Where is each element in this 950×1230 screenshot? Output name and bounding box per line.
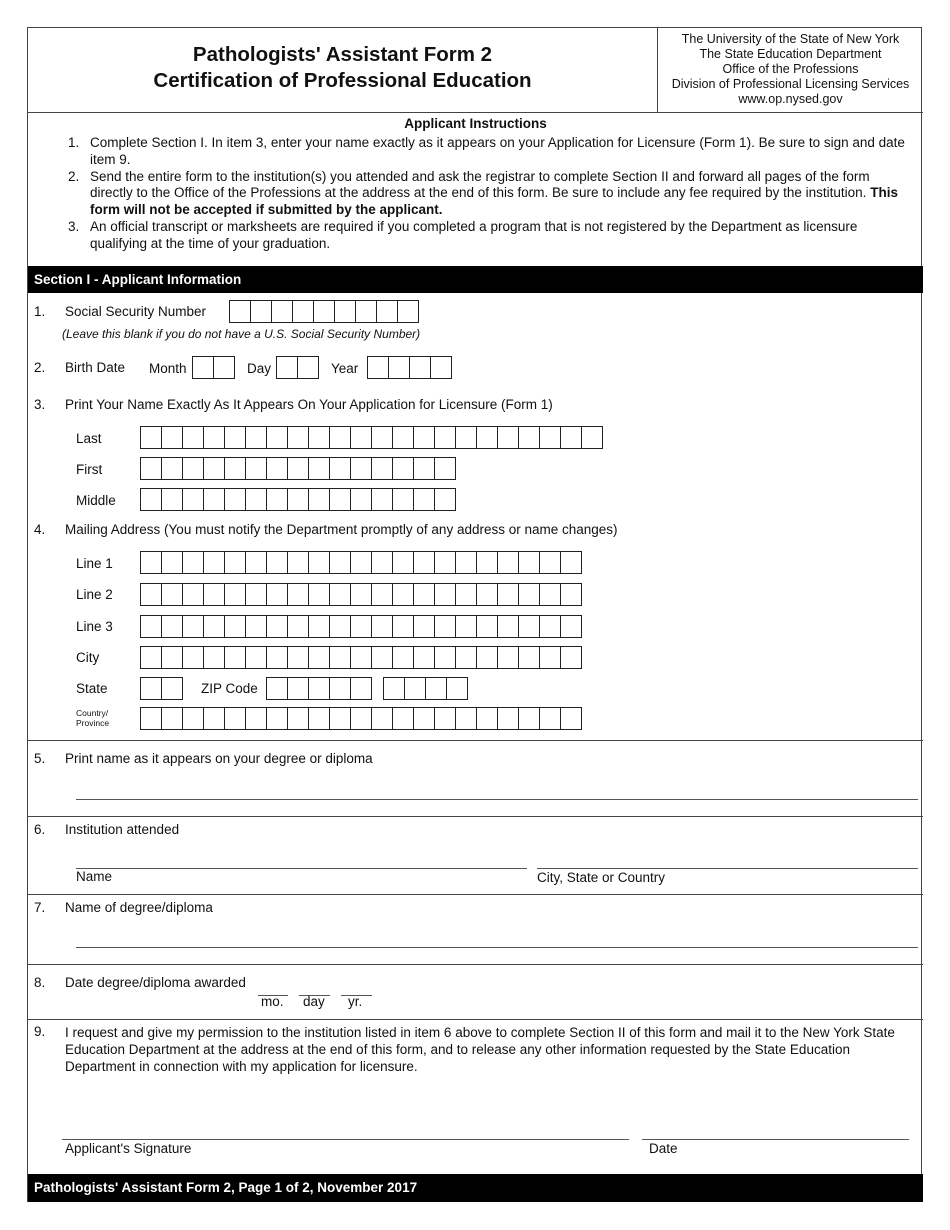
char-box[interactable] xyxy=(372,615,393,638)
char-box[interactable] xyxy=(183,457,204,480)
char-box[interactable] xyxy=(309,615,330,638)
char-box[interactable] xyxy=(288,488,309,511)
char-box[interactable] xyxy=(414,457,435,480)
institution-name-caption: Name xyxy=(76,869,113,884)
institution-city-line[interactable] xyxy=(537,868,918,869)
country-label: Country/ Province xyxy=(76,708,110,728)
char-box[interactable] xyxy=(393,583,414,606)
char-box[interactable] xyxy=(225,488,246,511)
char-box[interactable] xyxy=(540,426,561,449)
char-box[interactable] xyxy=(351,551,372,574)
char-box[interactable] xyxy=(356,300,377,323)
address-line1-label: Line 1 xyxy=(76,556,113,571)
char-box[interactable] xyxy=(435,646,456,669)
ssn-note: (Leave this blank if you do not have a U.S. Social Security Number) xyxy=(62,327,421,341)
agency-line: Office of the Professions xyxy=(722,62,859,76)
char-box[interactable] xyxy=(477,551,498,574)
char-box[interactable] xyxy=(414,615,435,638)
char-box[interactable] xyxy=(309,677,330,700)
char-box[interactable] xyxy=(251,300,272,323)
char-box[interactable] xyxy=(225,646,246,669)
char-box[interactable] xyxy=(267,551,288,574)
char-box[interactable] xyxy=(372,646,393,669)
name-instruction: Print Your Name Exactly As It Appears On Your Application for Licensure (Form 1) xyxy=(65,397,553,412)
char-box[interactable] xyxy=(372,457,393,480)
char-box[interactable] xyxy=(193,356,214,379)
char-box[interactable] xyxy=(393,551,414,574)
char-box[interactable] xyxy=(561,707,582,730)
item-number: 2. xyxy=(34,360,46,375)
char-box[interactable] xyxy=(519,551,540,574)
char-box[interactable] xyxy=(435,426,456,449)
middle-name-boxes[interactable] xyxy=(140,488,456,511)
diploma-name-line[interactable] xyxy=(76,799,918,800)
agency-line: The State Education Department xyxy=(699,47,882,61)
char-box[interactable] xyxy=(204,551,225,574)
char-box[interactable] xyxy=(183,707,204,730)
char-box[interactable] xyxy=(267,677,288,700)
char-box[interactable] xyxy=(225,615,246,638)
char-box[interactable] xyxy=(456,646,477,669)
day-boxes[interactable] xyxy=(276,356,319,379)
char-box[interactable] xyxy=(372,488,393,511)
char-box[interactable] xyxy=(393,426,414,449)
char-box[interactable] xyxy=(540,615,561,638)
divider xyxy=(28,112,923,113)
char-box[interactable] xyxy=(582,426,603,449)
char-box[interactable] xyxy=(561,646,582,669)
institution-name-line[interactable] xyxy=(76,868,527,869)
char-box[interactable] xyxy=(141,677,162,700)
char-box[interactable] xyxy=(141,488,162,511)
char-box[interactable] xyxy=(414,426,435,449)
char-box[interactable] xyxy=(519,426,540,449)
char-box[interactable] xyxy=(393,707,414,730)
char-box[interactable] xyxy=(246,646,267,669)
date-line[interactable] xyxy=(642,1139,909,1140)
year-boxes[interactable] xyxy=(367,356,452,379)
char-box[interactable] xyxy=(351,583,372,606)
degree-name-label: Name of degree/diploma xyxy=(65,900,213,915)
char-box[interactable] xyxy=(204,457,225,480)
char-box[interactable] xyxy=(351,646,372,669)
char-box[interactable] xyxy=(393,488,414,511)
divider xyxy=(28,964,923,965)
date-caption: Date xyxy=(649,1141,678,1156)
char-box[interactable] xyxy=(246,488,267,511)
char-box[interactable] xyxy=(330,488,351,511)
char-box[interactable] xyxy=(435,615,456,638)
char-box[interactable] xyxy=(435,457,456,480)
char-box[interactable] xyxy=(214,356,235,379)
char-box[interactable] xyxy=(435,583,456,606)
zip-boxes[interactable] xyxy=(266,677,372,700)
char-box[interactable] xyxy=(183,488,204,511)
char-box[interactable] xyxy=(330,583,351,606)
char-box[interactable] xyxy=(519,615,540,638)
char-box[interactable] xyxy=(351,615,372,638)
char-box[interactable] xyxy=(498,583,519,606)
char-box[interactable] xyxy=(414,707,435,730)
section-header: Section I - Applicant Information xyxy=(28,266,923,293)
char-box[interactable] xyxy=(141,707,162,730)
char-box[interactable] xyxy=(309,426,330,449)
char-box[interactable] xyxy=(330,677,351,700)
page-footer: Pathologists' Assistant Form 2, Page 1 of 2, November 2017 xyxy=(28,1174,923,1202)
form-title-block xyxy=(28,28,658,112)
char-box[interactable] xyxy=(141,646,162,669)
char-box[interactable] xyxy=(141,615,162,638)
item-number: 9. xyxy=(34,1024,46,1039)
first-name-label: First xyxy=(76,462,103,477)
char-box[interactable] xyxy=(183,426,204,449)
ssn-label: Social Security Number xyxy=(65,304,207,319)
char-box[interactable] xyxy=(267,457,288,480)
char-box[interactable] xyxy=(288,615,309,638)
state-boxes[interactable] xyxy=(140,677,183,700)
char-box[interactable] xyxy=(393,646,414,669)
char-box[interactable] xyxy=(414,551,435,574)
char-box[interactable] xyxy=(456,426,477,449)
country-boxes[interactable] xyxy=(140,707,582,730)
institution-label: Institution attended xyxy=(65,822,180,837)
char-box[interactable] xyxy=(477,646,498,669)
item-number: 1. xyxy=(34,304,46,319)
char-box[interactable] xyxy=(498,426,519,449)
year-label: Year xyxy=(331,361,359,376)
zip-label: ZIP Code xyxy=(201,681,258,696)
instruction-item: 2. Send the entire form to the institution(s) you attended and ask the registrar to complete Section II and forward all pages of the form directly to the Office of the Professions at the address at the end of this form. Be sure to include any fee required by the institution. This form will not be accepted if submitted by the applicant. xyxy=(68,168,898,218)
char-box[interactable] xyxy=(225,583,246,606)
char-box[interactable] xyxy=(477,583,498,606)
char-box[interactable] xyxy=(204,707,225,730)
month-boxes[interactable] xyxy=(192,356,235,379)
char-box[interactable] xyxy=(230,300,251,323)
char-box[interactable] xyxy=(540,646,561,669)
state-label: State xyxy=(76,681,108,696)
char-box[interactable] xyxy=(183,551,204,574)
char-box[interactable] xyxy=(540,583,561,606)
char-box[interactable] xyxy=(426,677,447,700)
char-box[interactable] xyxy=(393,615,414,638)
char-box[interactable] xyxy=(162,426,183,449)
mailing-address-label: Mailing Address (You must notify the Department promptly of any address or name changes) xyxy=(65,522,618,537)
char-box[interactable] xyxy=(309,583,330,606)
char-box[interactable] xyxy=(162,551,183,574)
char-box[interactable] xyxy=(267,646,288,669)
month-label: Month xyxy=(149,361,187,376)
char-box[interactable] xyxy=(330,707,351,730)
item-number: 7. xyxy=(34,900,46,915)
char-box[interactable] xyxy=(431,356,452,379)
char-box[interactable] xyxy=(456,551,477,574)
char-box[interactable] xyxy=(162,583,183,606)
char-box[interactable] xyxy=(225,457,246,480)
item-number: 4. xyxy=(34,522,46,537)
char-box[interactable] xyxy=(519,583,540,606)
char-box[interactable] xyxy=(204,646,225,669)
degree-name-line[interactable] xyxy=(76,947,918,948)
ssn-boxes[interactable] xyxy=(229,300,419,323)
char-box[interactable] xyxy=(141,583,162,606)
item-number: 5. xyxy=(34,751,46,766)
char-box[interactable] xyxy=(183,583,204,606)
char-box[interactable] xyxy=(162,457,183,480)
item-number: 6. xyxy=(34,822,46,837)
divider xyxy=(28,816,923,817)
char-box[interactable] xyxy=(351,488,372,511)
day-label: Day xyxy=(247,361,272,376)
char-box[interactable] xyxy=(477,615,498,638)
char-box[interactable] xyxy=(288,457,309,480)
char-box[interactable] xyxy=(414,646,435,669)
char-box[interactable] xyxy=(477,426,498,449)
char-box[interactable] xyxy=(309,457,330,480)
instruction-item: 1. Complete Section I. In item 3, enter your name exactly as it appears on your Application for Licensure (Form 1). Be sure to sign and date item 9. xyxy=(68,135,905,167)
char-box[interactable] xyxy=(225,426,246,449)
char-box[interactable] xyxy=(351,677,372,700)
char-box[interactable] xyxy=(225,707,246,730)
char-box[interactable] xyxy=(368,356,389,379)
char-box[interactable] xyxy=(309,707,330,730)
char-box[interactable] xyxy=(277,356,298,379)
day-caption: day xyxy=(303,994,325,1009)
char-box[interactable] xyxy=(372,551,393,574)
form-subtitle: Certification of Professional Education xyxy=(153,69,532,92)
char-box[interactable] xyxy=(246,551,267,574)
char-box[interactable] xyxy=(377,300,398,323)
char-box[interactable] xyxy=(384,677,405,700)
char-box[interactable] xyxy=(246,707,267,730)
char-box[interactable] xyxy=(204,583,225,606)
char-box[interactable] xyxy=(309,646,330,669)
char-box[interactable] xyxy=(309,551,330,574)
char-box[interactable] xyxy=(288,426,309,449)
char-box[interactable] xyxy=(435,488,456,511)
char-box[interactable] xyxy=(405,677,426,700)
diploma-name-label: Print name as it appears on your degree or diploma xyxy=(65,751,373,766)
char-box[interactable] xyxy=(372,583,393,606)
char-box[interactable] xyxy=(246,426,267,449)
char-box[interactable] xyxy=(246,615,267,638)
zip4-boxes[interactable] xyxy=(383,677,468,700)
char-box[interactable] xyxy=(288,646,309,669)
divider xyxy=(28,894,923,895)
agency-line: Division of Professional Licensing Services xyxy=(671,77,910,91)
char-box[interactable] xyxy=(351,426,372,449)
instruction-item: 3. An official transcript or marksheets are required if you completed a program that is not registered by the Department as licensure qualifying at the time of your graduation. xyxy=(68,218,858,251)
year-caption: yr. xyxy=(348,994,363,1009)
address-line3-label: Line 3 xyxy=(76,619,113,634)
char-box[interactable] xyxy=(498,707,519,730)
char-box[interactable] xyxy=(267,488,288,511)
city-label: City xyxy=(76,650,100,665)
char-box[interactable] xyxy=(225,551,246,574)
char-box[interactable] xyxy=(246,457,267,480)
char-box[interactable] xyxy=(272,300,293,323)
char-box[interactable] xyxy=(267,426,288,449)
char-box[interactable] xyxy=(162,677,183,700)
address-line2-label: Line 2 xyxy=(76,587,113,602)
char-box[interactable] xyxy=(498,646,519,669)
char-box[interactable] xyxy=(141,426,162,449)
authorization-text: I request and give my permission to the institution listed in item 6 above to complete Section II of this form and mail it to the New York State Education Department at the address at the end of this form, and to release any other information requested by the State Education Department in connection with my application for licensure. xyxy=(65,1025,895,1074)
char-box[interactable] xyxy=(456,707,477,730)
char-box[interactable] xyxy=(372,707,393,730)
form-title: Pathologists' Assistant Form 2 xyxy=(192,43,493,66)
divider xyxy=(28,1019,923,1020)
char-box[interactable] xyxy=(162,488,183,511)
char-box[interactable] xyxy=(456,615,477,638)
char-box[interactable] xyxy=(288,583,309,606)
char-box[interactable] xyxy=(456,583,477,606)
last-name-label: Last xyxy=(76,431,102,446)
char-box[interactable] xyxy=(393,457,414,480)
char-box[interactable] xyxy=(410,356,431,379)
char-box[interactable] xyxy=(288,551,309,574)
char-box[interactable] xyxy=(204,615,225,638)
char-box[interactable] xyxy=(141,551,162,574)
char-box[interactable] xyxy=(330,646,351,669)
char-box[interactable] xyxy=(447,677,468,700)
char-box[interactable] xyxy=(561,615,582,638)
signature-caption: Applicant's Signature xyxy=(65,1141,192,1156)
agency-website: www.op.nysed.gov xyxy=(738,92,843,106)
char-box[interactable] xyxy=(309,488,330,511)
char-box[interactable] xyxy=(330,615,351,638)
char-box[interactable] xyxy=(414,583,435,606)
char-box[interactable] xyxy=(477,707,498,730)
char-box[interactable] xyxy=(351,707,372,730)
char-box[interactable] xyxy=(540,551,561,574)
instructions-title: Applicant Instructions xyxy=(404,116,547,131)
instructions-list xyxy=(68,135,908,253)
degree-date-label: Date degree/diploma awarded xyxy=(65,975,246,990)
char-box[interactable] xyxy=(498,551,519,574)
divider xyxy=(28,740,923,741)
char-box[interactable] xyxy=(561,583,582,606)
char-box[interactable] xyxy=(298,356,319,379)
char-box[interactable] xyxy=(389,356,410,379)
month-caption: mo. xyxy=(261,994,284,1009)
char-box[interactable] xyxy=(372,426,393,449)
agency-line: The University of the State of New York xyxy=(681,32,900,46)
char-box[interactable] xyxy=(498,615,519,638)
char-box[interactable] xyxy=(246,583,267,606)
birth-date-label: Birth Date xyxy=(65,360,126,375)
item-number: 3. xyxy=(34,397,46,412)
char-box[interactable] xyxy=(288,707,309,730)
char-box[interactable] xyxy=(435,551,456,574)
char-box[interactable] xyxy=(314,300,335,323)
char-box[interactable] xyxy=(519,707,540,730)
middle-name-label: Middle xyxy=(76,493,116,508)
char-box[interactable] xyxy=(398,300,419,323)
char-box[interactable] xyxy=(293,300,314,323)
char-box[interactable] xyxy=(330,551,351,574)
char-box[interactable] xyxy=(519,646,540,669)
char-box[interactable] xyxy=(204,488,225,511)
char-box[interactable] xyxy=(414,488,435,511)
institution-city-caption: City, State or Country xyxy=(537,870,666,885)
char-box[interactable] xyxy=(288,677,309,700)
char-box[interactable] xyxy=(561,426,582,449)
char-box[interactable] xyxy=(330,457,351,480)
city-boxes[interactable] xyxy=(140,646,582,669)
char-box[interactable] xyxy=(204,426,225,449)
char-box[interactable] xyxy=(267,615,288,638)
last-name-boxes[interactable] xyxy=(140,426,603,449)
char-box[interactable] xyxy=(561,551,582,574)
item-number: 8. xyxy=(34,975,46,990)
char-box[interactable] xyxy=(183,615,204,638)
char-box[interactable] xyxy=(330,426,351,449)
agency-block xyxy=(658,28,923,112)
char-box[interactable] xyxy=(162,646,183,669)
address-line2-boxes[interactable] xyxy=(140,583,582,606)
char-box[interactable] xyxy=(435,707,456,730)
char-box[interactable] xyxy=(351,457,372,480)
char-box[interactable] xyxy=(540,707,561,730)
char-box[interactable] xyxy=(162,707,183,730)
address-line3-boxes[interactable] xyxy=(140,615,582,638)
char-box[interactable] xyxy=(267,583,288,606)
char-box[interactable] xyxy=(183,646,204,669)
char-box[interactable] xyxy=(141,457,162,480)
address-line1-boxes[interactable] xyxy=(140,551,582,574)
first-name-boxes[interactable] xyxy=(140,457,456,480)
signature-line[interactable] xyxy=(62,1139,629,1140)
char-box[interactable] xyxy=(162,615,183,638)
form-page xyxy=(27,27,922,1202)
char-box[interactable] xyxy=(267,707,288,730)
char-box[interactable] xyxy=(335,300,356,323)
